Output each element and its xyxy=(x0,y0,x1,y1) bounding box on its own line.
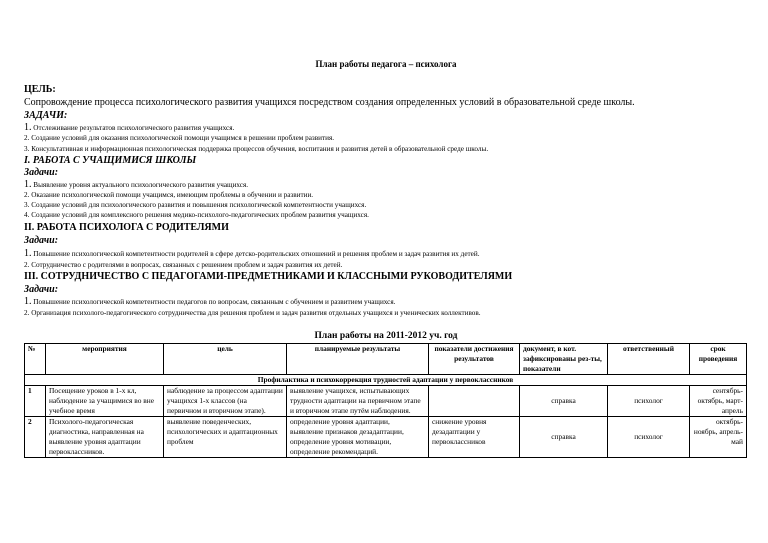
section-item xyxy=(24,261,342,269)
header-goal: цель xyxy=(164,344,287,375)
header-indicators: показатели достижения результатов xyxy=(429,344,520,375)
table-row xyxy=(25,386,747,417)
table-row xyxy=(25,417,747,458)
cell-goal: выявление поведенческих, психологических и адаптационных проблем xyxy=(164,417,287,458)
section-item xyxy=(24,211,369,219)
item-text: Организация психолого-педагогического сотрудничества для решения проблем и задач развития отдельных учащихся и ученических коллективов. xyxy=(31,309,481,317)
table-header-row xyxy=(25,344,747,375)
task-item xyxy=(24,122,234,133)
cell-document: справка xyxy=(520,386,608,417)
task-text: Создание условий для оказания психологической помощи учащимся в решении проблем развития. xyxy=(31,134,335,142)
section-item xyxy=(24,179,248,190)
item-number: 1. xyxy=(24,296,32,307)
cell-indicators xyxy=(429,386,520,417)
cell-goal: наблюдение за процессом адаптации учащихся 1-х классов (на первичном и вторичном этапе). xyxy=(164,386,287,417)
section-tasks-label: Задачи: xyxy=(24,235,59,246)
cell-term: сентябрь-октябрь, март-апрель xyxy=(690,386,747,417)
section-item xyxy=(24,248,480,259)
header-responsible: ответственный xyxy=(608,344,690,375)
section-title: III. СОТРУДНИЧЕСТВО С ПЕДАГОГАМИ-ПРЕДМЕТНИКАМИ И КЛАССНЫМИ РУКОВОДИТЕЛЯМИ xyxy=(24,271,513,282)
cell-planned: определение уровня адаптации, выявление признаков дезадаптации, определение уровня мотивации, определение рекомендаций. xyxy=(287,417,429,458)
item-number: 1. xyxy=(24,179,32,190)
section-tasks-label: Задачи: xyxy=(24,284,59,295)
cell-num: 2 xyxy=(25,417,46,458)
cell-term: октябрь-ноябрь, апрель-май xyxy=(690,417,747,458)
goal-text: Сопровождение процесса психологического развития учащихся посредством создания определенных условий в образовательной среде школы. xyxy=(24,97,635,108)
task-number: 3. xyxy=(24,145,30,153)
tasks-label: ЗАДАЧИ: xyxy=(24,110,68,121)
item-number: 2. xyxy=(24,191,30,199)
cell-num: 1 xyxy=(25,386,46,417)
table-subheading-row xyxy=(25,375,747,386)
task-number: 2. xyxy=(24,134,30,142)
task-number: 1. xyxy=(24,122,32,133)
header-term: срок проведения xyxy=(690,344,747,375)
cell-indicators: снижение уровня дезадаптации у первоклассников xyxy=(429,417,520,458)
section-item xyxy=(24,309,481,317)
item-text: Создание условий для психологического развития и повышения психологической компетентности учащихся. xyxy=(31,201,367,209)
section-title: I. РАБОТА С УЧАЩИМИСЯ ШКОЛЫ xyxy=(24,155,197,166)
cell-planned: выявление учащихся, испытывающих трудности адаптации на первичном этапе и вторичном этапе путём наблюдения. xyxy=(287,386,429,417)
item-text: Выявление уровня актуального психологического развития учащихся. xyxy=(33,181,249,189)
header-events: мероприятия xyxy=(46,344,164,375)
header-num: № xyxy=(25,344,46,375)
header-planned: планируемые результаты xyxy=(287,344,429,375)
task-text: Консультативная и информационная психологическая поддержка процессов обучения, воспитания и развития детей в образовательной среде школы. xyxy=(31,145,489,153)
task-text: Отслеживание результатов психологического развития учащихся. xyxy=(33,124,235,132)
plan-table xyxy=(24,343,747,458)
page-title: План работы педагога – психолога xyxy=(315,59,457,69)
item-number: 1. xyxy=(24,248,32,259)
item-number: 2. xyxy=(24,309,30,317)
section-item xyxy=(24,201,366,209)
section-title: II. РАБОТА ПСИХОЛОГА С РОДИТЕЛЯМИ xyxy=(24,222,229,233)
task-item xyxy=(24,145,488,153)
item-text: Повышение психологической компетентности родителей в сфере детско-родительских отношений и решения проблем и задач развития их детей. xyxy=(33,250,480,258)
cell-events: Психолого-педагогическая диагностика, направленная на выявление уровня адаптации первоклассников. xyxy=(46,417,164,458)
section-item xyxy=(24,191,313,199)
task-item xyxy=(24,134,334,142)
goal-label: ЦЕЛЬ: xyxy=(24,84,56,95)
cell-events: Посещение уроков в 1-х кл, наблюдение за учащимися во вне учебное время xyxy=(46,386,164,417)
section-tasks-label: Задачи: xyxy=(24,167,59,178)
item-number: 2. xyxy=(24,261,30,269)
section-item xyxy=(24,296,395,307)
item-text: Повышение психологической компетентности педагогов по вопросам, связанным с обучением и развитием учащихся. xyxy=(33,298,396,306)
item-number: 4. xyxy=(24,211,30,219)
cell-responsible: психолог xyxy=(608,417,690,458)
item-text: Оказание психологической помощи учащимся, имеющим проблемы в обучении и развитии. xyxy=(31,191,314,199)
plan-title: План работы на 2011-2012 уч. год xyxy=(314,331,458,341)
cell-responsible: психолог xyxy=(608,386,690,417)
header-document: документ, в кот. зафиксированы рез-ты, показатели xyxy=(520,344,608,375)
item-text: Сотрудничество с родителями в вопросах, связанных с решением проблем и задач развития их детей. xyxy=(31,261,343,269)
table-subheading: Профилактика и психокоррекция трудностей адаптации у первоклассников xyxy=(25,375,747,386)
item-number: 3. xyxy=(24,201,30,209)
item-text: Создание условий для комплексного решения медико-психолого-педагогических проблем развития учащихся. xyxy=(31,211,369,219)
cell-document: справка xyxy=(520,417,608,458)
